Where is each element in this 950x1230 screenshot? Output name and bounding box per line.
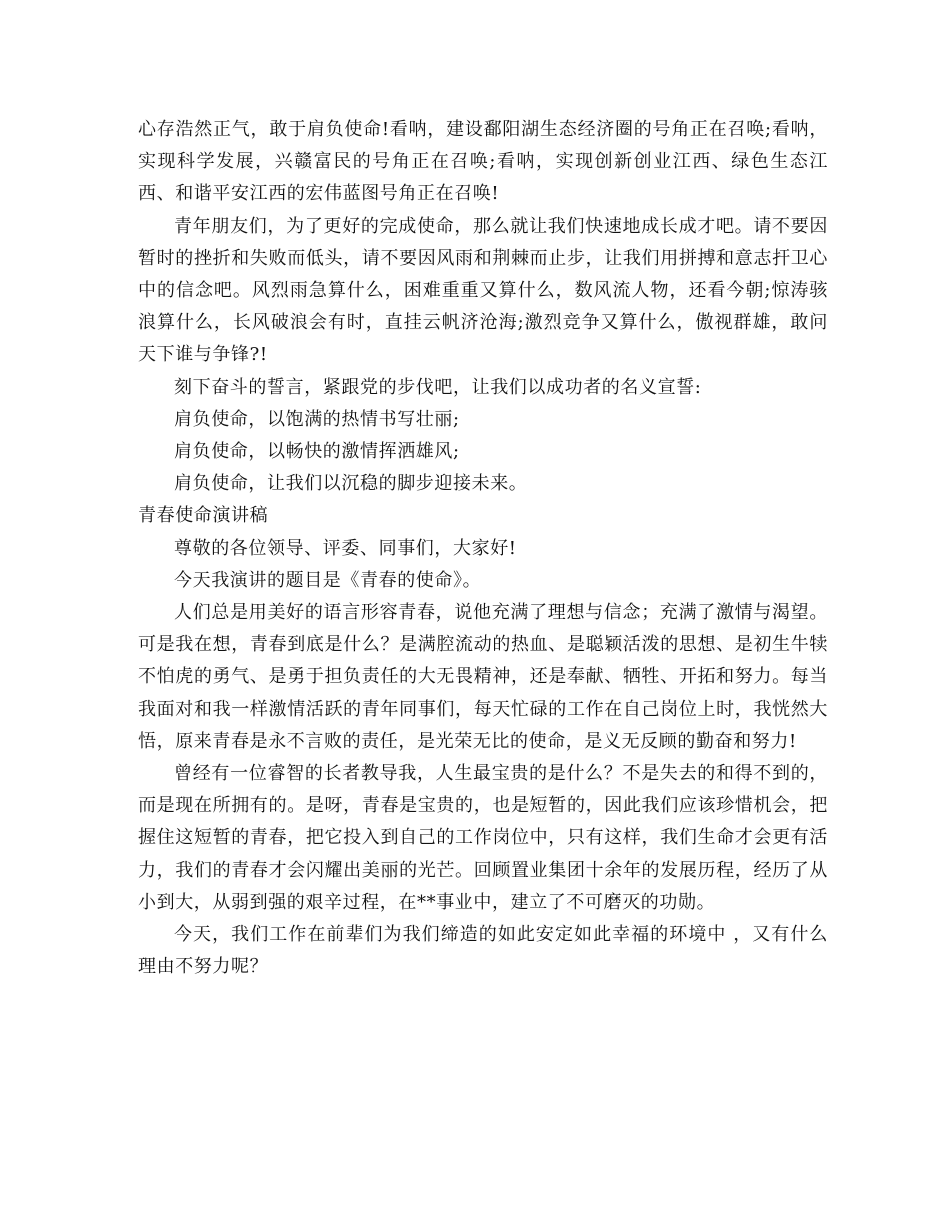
paragraph: 青年朋友们，为了更好的完成使命，那么就让我们快速地成长成才吧。请不要因暂时的挫折和失败而低头，请不要因风雨和荆棘而止步，让我们用拼搏和意志扞卫心中的信念吧。风烈雨急算什么，困难重重又算什么，数风流人物，还看今朝;惊涛骇浪算什么，长风破浪会有时，直挂云帆济沧海;激烈竞争又算什么，傲视群雄，敢问天下谁与争锋?! — [138, 215, 828, 366]
paragraph: 今天我演讲的题目是《青春的使命》。 — [174, 569, 482, 591]
paragraph: 曾经有一位睿智的长者教导我，人生最宝贵的是什么？不是失去的和得不到的，而是现在所拥有的。是呀，青春是宝贵的，也是短暂的，因此我们应该珍惜机会，把握住这短暂的青春，把它投入到自己的工作岗位中，只有这样，我们生命才会更有活力，我们的青春才会闪耀出美丽的光芒。回顾置业集团十余年的发展历程，经历了从小到大，从弱到强的艰辛过程，在**事业中，建立了不可磨灭的功勋。 — [138, 763, 828, 913]
paragraph: 今天，我们工作在前辈们为我们缔造的如此安定如此幸福的环境中 ，又有什么理由不努力呢？ — [138, 924, 828, 978]
document-body — [138, 114, 828, 983]
paragraph: 人们总是用美好的语言形容青春，说他充满了理想与信念；充满了激情与渴望。可是我在想，青春到底是什么？是满腔流动的热血、是聪颖活泼的思想、是初生牛犊不怕虎的勇气、是勇于担负责任的大无畏精神，还是奉献、牺牲、开拓和努力。每当我面对和我一样激情活跃的青年同事们，每天忙碌的工作在自己岗位上时，我恍然大悟，原来青春是永不言败的责任，是光荣无比的使命，是义无反顾的勤奋和努力! — [138, 602, 828, 752]
section-title: 青春使命演讲稿 — [138, 505, 269, 527]
greeting: 尊敬的各位领导、评委、同事们，大家好! — [174, 537, 517, 559]
oath-line: 肩负使命，让我们以沉稳的脚步迎接未来。 — [174, 473, 528, 495]
oath-line: 肩负使命，以畅快的激情挥洒雄风; — [174, 441, 460, 463]
paragraph: 心存浩然正气，敢于肩负使命!看呐，建设鄱阳湖生态经济圈的号角正在召唤;看呐，实现科学发展，兴赣富民的号角正在召唤;看呐，实现创新创业江西、绿色生态江西、和谐平安江西的宏伟蓝图号角正在召唤! — [138, 119, 828, 205]
oath-line: 肩负使命，以饱满的热情书写壮丽; — [174, 408, 460, 430]
paragraph: 刻下奋斗的誓言，紧跟党的步伐吧，让我们以成功者的名义宣誓: — [174, 376, 702, 398]
